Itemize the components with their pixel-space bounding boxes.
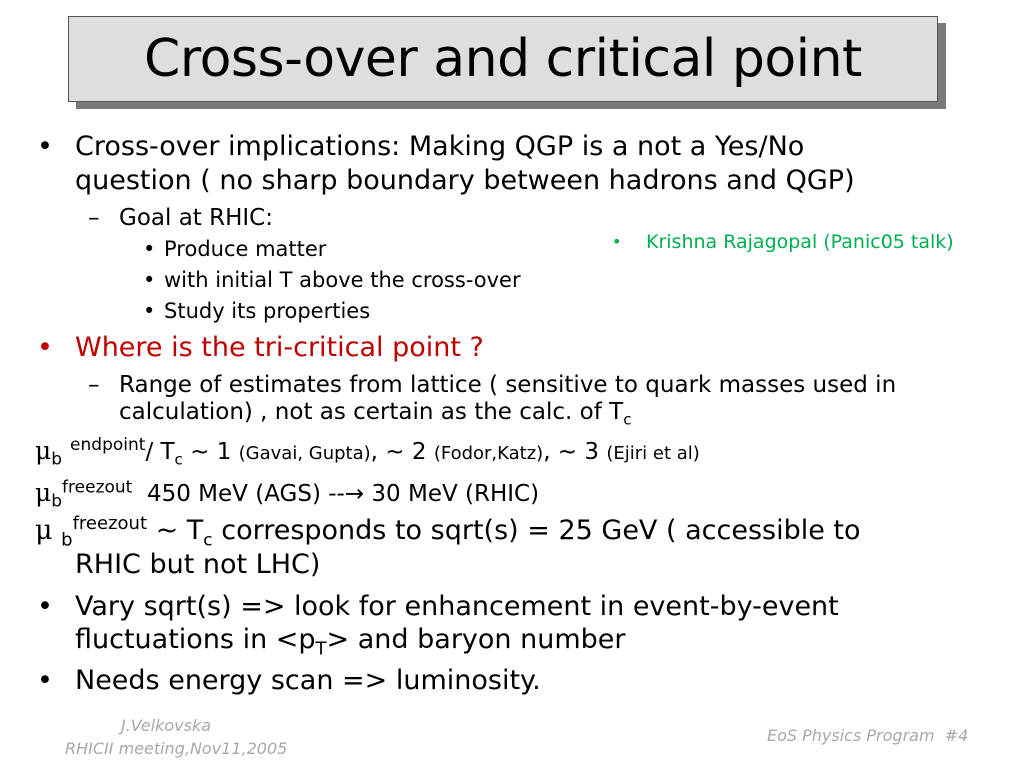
- goal-item: Produce matter: [164, 237, 327, 261]
- endpoint-line: $\mu_b^{endpoint}/$ $T_c$ ~ 1 (Gavai, Gupta), ~ 2 (Fodor,Katz), ~ 3 (Ejiri et al): [35, 435, 700, 470]
- freezeout-estimate-line: $\mu_b^{freezout}$ 450 MeV (AGS) --→ 30 MeV (RHIC): [35, 477, 540, 512]
- footer-program: EoS Physics Program #4: [767, 726, 969, 745]
- bullet-symbol: •: [143, 299, 156, 323]
- goal-text: Goal at RHIC:: [119, 205, 273, 231]
- freezeout-critical-line: μ $_b^{freezout}$ ~ $T_c$ corresponds to sqrt(s) = 25 GeV ( accessible to: [35, 513, 861, 551]
- needs-text: Needs energy scan => luminosity.: [75, 665, 541, 696]
- rajagopal-reference: Krishna Rajagopal (Panic05 talk): [646, 231, 954, 253]
- title-box: [68, 16, 938, 102]
- crossover-text-line2: question ( no sharp boundary between hadrons and QGP): [75, 165, 855, 196]
- dash-symbol: –: [88, 372, 100, 398]
- vary-text-line2: fluctuations in $<p_T>$ and baryon number: [75, 624, 626, 660]
- bullet-symbol: •: [143, 237, 156, 261]
- bullet-symbol: •: [37, 665, 53, 696]
- goal-item: with initial T above the cross-over: [164, 268, 521, 292]
- vary-text-line1: Vary sqrt(s) => look for enhancement in event-by-event: [75, 591, 839, 622]
- footer-meeting: RHICII meeting,Nov11,2005: [65, 739, 288, 758]
- freezeout-critical-line2: RHIC but not LHC): [75, 549, 321, 580]
- bullet-symbol: •: [37, 332, 53, 363]
- bullet-symbol: •: [37, 131, 53, 162]
- page-title: Cross-over and critical point: [144, 29, 862, 89]
- bullet-symbol: •: [612, 232, 622, 251]
- goal-item: Study its properties: [164, 299, 371, 323]
- crossover-text-line1: Cross-over implications: Making QGP is a not a Yes/No: [75, 131, 805, 162]
- bullet-symbol: •: [143, 268, 156, 292]
- range-text-line2: calculation) , not as certain as the calc. of $T_c$: [119, 399, 632, 429]
- dash-symbol: –: [88, 205, 100, 231]
- footer-author: J.Velkovska: [121, 716, 212, 735]
- tricritical-text: Where is the tri-critical point ?: [75, 332, 484, 363]
- bullet-symbol: •: [37, 591, 53, 622]
- range-text-line1: Range of estimates from lattice ( sensitive to quark masses used in: [119, 372, 897, 398]
